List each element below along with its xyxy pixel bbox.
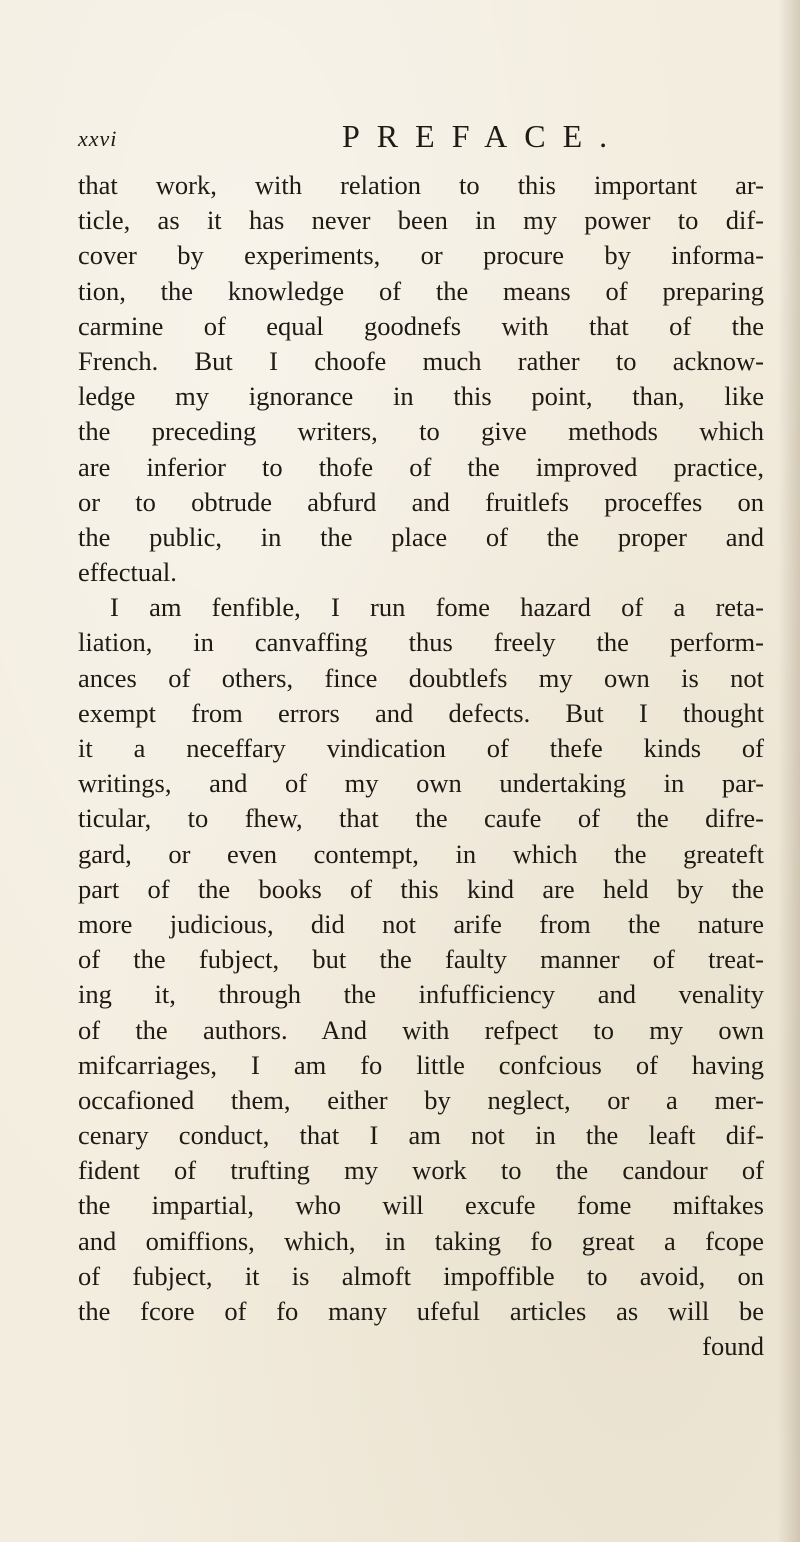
text-line: gard, or even contempt, in which the greateft — [78, 838, 764, 869]
text-line: ledge my ignorance in this point, than, like — [78, 381, 764, 412]
text-line: part of the books of this kind are held by the — [78, 873, 764, 904]
text-line: it a neceffary vindication of thefe kinds of — [78, 733, 764, 763]
text-line: the impartial, who will excufe fome miftakes — [78, 1190, 764, 1221]
page-edge-shadow — [778, 0, 800, 1542]
text-line: cover by experiments, or procure by informa- — [78, 240, 764, 271]
page-number: xxvi — [78, 126, 118, 151]
paragraph-2 — [78, 590, 764, 1329]
text-line: of fubject, it is almoft impoffible to avoid, on — [78, 1260, 764, 1291]
running-head: PREFACE. — [342, 118, 625, 154]
text-line: effectual. — [78, 557, 177, 588]
text-line: that work, with relation to this important ar- — [78, 170, 764, 200]
text-line: ances of others, fince doubtlefs my own is not — [78, 662, 764, 693]
text-line: tion, the knowledge of the means of preparing — [78, 275, 764, 306]
text-line: the public, in the place of the proper and — [78, 521, 764, 552]
page-header — [78, 112, 758, 162]
text-line: writings, and of my own undertaking in par- — [78, 768, 764, 799]
text-line: more judicious, did not arife from the nature — [78, 908, 764, 939]
text-line: French. But I choofe much rather to acknow- — [78, 345, 764, 376]
text-line: ticular, to fhew, that the caufe of the difre- — [78, 803, 764, 834]
text-line: ing it, through the infufficiency and venality — [78, 979, 764, 1010]
body-text — [78, 168, 764, 1364]
text-line: liation, in canvaffing thus freely the perform- — [78, 627, 764, 658]
text-line: occafioned them, either by neglect, or a mer- — [78, 1084, 764, 1115]
catchword: found — [702, 1331, 764, 1362]
text-line: the preceding writers, to give methods which — [78, 416, 764, 447]
text-line: of the authors. And with refpect to my own — [78, 1014, 764, 1045]
text-line: I am fenfible, I run fome hazard of a reta- — [110, 592, 764, 623]
text-line: ticle, as it has never been in my power to dif- — [78, 205, 764, 236]
text-line: mifcarriages, I am fo little confcious of having — [78, 1049, 764, 1080]
text-line: carmine of equal goodnefs with that of the — [78, 310, 764, 341]
text-line: of the fubject, but the faulty manner of treat- — [78, 944, 764, 975]
text-line: are inferior to thofe of the improved practice, — [78, 451, 764, 482]
text-line: and omiffions, which, in taking fo great a fcope — [78, 1225, 764, 1256]
text-line: cenary conduct, that I am not in the leaft dif- — [78, 1120, 764, 1151]
text-line: the fcore of fo many ufeful articles as will be — [78, 1296, 764, 1326]
text-line: exempt from errors and defects. But I thought — [78, 697, 764, 728]
paragraph-1 — [78, 168, 764, 590]
text-line: or to obtrude abfurd and fruitlefs proceffes on — [78, 486, 764, 517]
text-line: fident of trufting my work to the candour of — [78, 1155, 764, 1186]
